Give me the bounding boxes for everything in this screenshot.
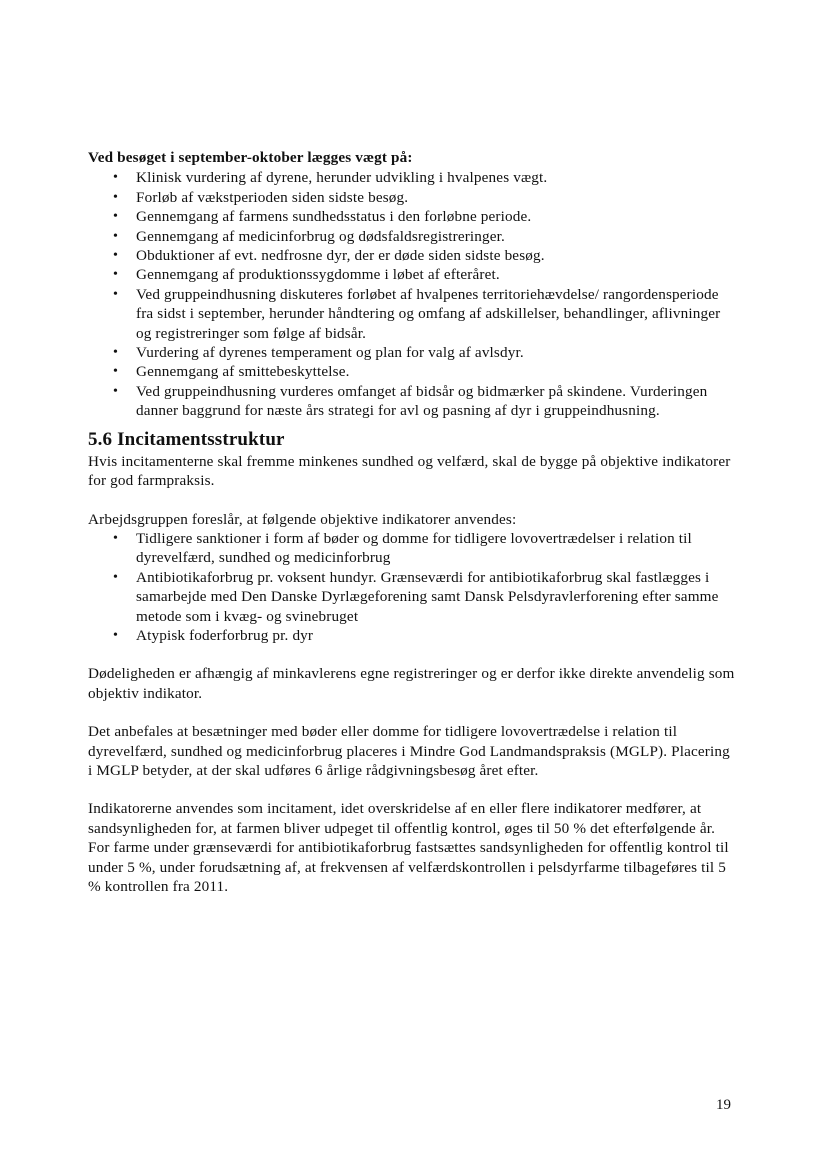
bullet-icon: •: [113, 345, 119, 361]
bullet-icon: •: [113, 286, 119, 302]
paragraph-mglp: Det anbefales at besætninger med bøder eller domme for tidligere lovovertrædelse i relation til dyrevelfærd, sundhed og medicinforbrug placeres i Mindre God Landmandspraksis (MGLP). Placering i MGLP betyder, at der skal udføres 6 årlige rådgivningsbesøg året efter.: [88, 723, 730, 779]
bullet-icon: •: [113, 170, 119, 186]
paragraph-indicators-lead: Arbejdsgruppen foreslår, at følgende objektive indikatorer anvendes:: [88, 510, 517, 528]
page-content: [88, 148, 738, 896]
paragraph-spacer: [88, 645, 738, 664]
list-item: • Gennemgang af smittebeskyttelse.: [113, 363, 350, 381]
bullet-icon: •: [113, 209, 119, 225]
section-heading: 5.6 Incitamentsstruktur: [88, 428, 285, 450]
list-item: • Gennemgang af medicinforbrug og dødsfaldsregistreringer.: [113, 227, 505, 245]
bullet-icon: •: [113, 189, 119, 205]
paragraph-mortality: Dødeligheden er afhængig af minkavlerens egne registreringer og er derfor ikke direkte anvendelig som objektiv indikator.: [88, 665, 735, 702]
list-item: • Forløb af vækstperioden siden sidste besøg.: [113, 188, 409, 206]
list-item: • Antibiotikaforbrug pr. voksent hundyr. Grænseværdi for antibiotikaforbrug skal fastlægges i samarbejde med Den Danske Dyrlægeforening samt Dansk Pelsdyravlerforening efter samme metode som i kvæg- og svinebruget: [113, 568, 719, 625]
bullet-icon: •: [113, 267, 119, 283]
bullet-icon: •: [113, 228, 119, 244]
paragraph-spacer: [88, 491, 738, 510]
bullet-icon: •: [113, 530, 119, 546]
list-item: • Atypisk foderforbrug pr. dyr: [113, 626, 314, 644]
list-item: • Ved gruppeindhusning diskuteres forløbet af hvalpenes territoriehævdelse/ rangordensperiode fra sidst i september, herunder håndtering og omfang af adskillelser, behandlinger, aflivninger og registreringer som følge af bidsår.: [113, 285, 721, 342]
list-item: • Gennemgang af farmens sundhedsstatus i den forløbne periode.: [113, 208, 532, 226]
bullet-icon: •: [113, 569, 119, 585]
list-item: • Klinisk vurdering af dyrene, herunder udvikling i hvalpenes vægt.: [113, 169, 548, 187]
bullet-icon: •: [113, 383, 119, 399]
visit-focus-heading: Ved besøget i september-oktober lægges vægt på:: [88, 149, 413, 166]
indicator-list: [88, 529, 738, 645]
paragraph-incentive-control: Indikatorerne anvendes som incitament, idet overskridelse af en eller flere indikatorer medfører, at sandsynligheden for, at farmen bliver udpeget til offentlig kontrol, øges til 50 % det efterfølgende år. For farme under grænseværdi for antibiotikaforbrug fastsættes sandsynligheden for offentlig kontrol til under 5 %, under forudsætning af, at frekvensen af velfærdskontrollen i pelsdyrfarme tilbageføres til 5 % kontrollen fra 2011.: [88, 800, 729, 895]
visit-focus-list: [88, 168, 738, 420]
bullet-icon: •: [113, 364, 119, 380]
paragraph-spacer: [88, 703, 738, 722]
paragraph-incentives-intro: Hvis incitamenterne skal fremme minkenes sundhed og velfærd, skal de bygge på objektive indikatorer for god farmpraksis.: [88, 452, 731, 490]
paragraph-spacer: [88, 780, 738, 799]
list-item: • Obduktioner af evt. nedfrosne dyr, der er døde siden sidste besøg.: [113, 247, 545, 265]
list-item: • Ved gruppeindhusning vurderes omfanget af bidsår og bidmærker på skindene. Vurderingen danner baggrund for næste års strategi for avl og pasning af dyr i gruppeindhusning.: [113, 382, 708, 420]
bullet-icon: •: [113, 627, 119, 643]
bullet-icon: •: [113, 248, 119, 264]
list-item: • Gennemgang af produktionssygdomme i løbet af efteråret.: [113, 266, 500, 284]
page-number: 19: [716, 1097, 731, 1113]
list-item: • Vurdering af dyrenes temperament og plan for valg af avlsdyr.: [113, 344, 524, 362]
list-item: • Tidligere sanktioner i form af bøder og domme for tidligere lovovertrædelser i relation til dyrevelfærd, sundhed og medicinforbrug: [113, 529, 692, 567]
